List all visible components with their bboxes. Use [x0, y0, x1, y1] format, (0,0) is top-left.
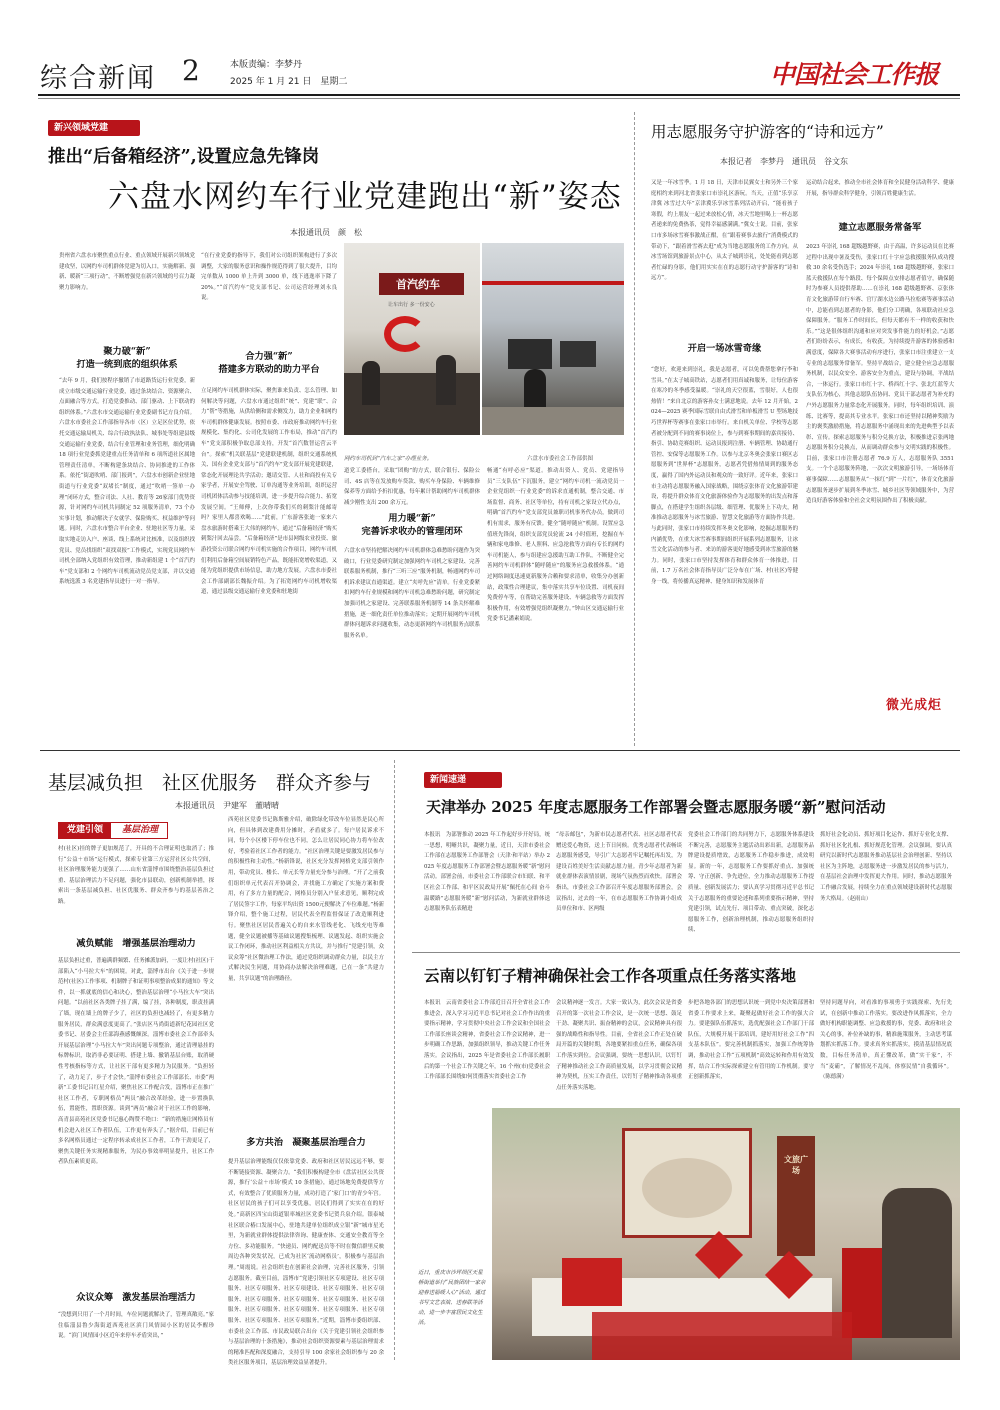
article1-col4: 畅通“有呼必应”渠道。推动出资人、党员、党建指导员“三支队伍”下沉服务，建立“网约车司机一流动党员一企业党组织一行业党委”的诉求直通机制，整合交通、市场监督、商务、社区等单位，持有司机之家设立代办点，明确“首汽约车”党支部党员兼职司机事务代办员，做到司机有需求，服务有反馈。健全“随呼随应”机制。设置应急值班先锋岗，组织支部党员轮流 24 小时值班，挖掘在车辆和家电维修、老人照料、应急抢救等方面有专长的网约车司机能人，参与组建应急援助互助工作队，不断健全完善网约车司机群体“随呼随应”的服务应急救援体系。“通过网络调度迅速更新服务合赖和要求清单，收集分办创新站，政策性合理建议，集中落实共享车位设置、司机夜间免费停车等，在帮助完善服务建设、车辆急救等方面发挥积极作用，有效增强党组织凝聚力。”钟山区交通运输行业党委书记潘素娟说。: [487, 468, 624, 623]
header: [0, 0, 1000, 110]
article3-byline: 本报通讯员 尹建军 董晴晴: [175, 801, 279, 810]
page-number: 2: [182, 54, 200, 87]
article3-tag: [58, 822, 168, 839]
article5-col2: 会议精神逐一发言。大家一致认为，此次会议是省委召开的第一次社会工作会议，是一次统一思想、鼓足干劲、凝聚共识、振奋精神的会议，会议精神具有很强的战略性和指导性。目前，全省社会工作正处在破局开篇的关键时期，各地要紧扣重点任务，确保各项工作落实到位。会议强调，要统一思想认识，以钉钉子精神推动社会工作高质量发展，以学习贯彻会议精神为契机，压实工作责任，以钉钉子精神推动各项重点任务落实落地。: [556, 1000, 682, 1091]
article4-rule: [412, 952, 960, 953]
article3-subhead-3: 多方共治 凝聚基层治理合力: [246, 1137, 366, 1148]
divider-bottom: [394, 760, 395, 1360]
article3-col1a: 村(社区)挂的牌子更加规范了，开具的不合理证明也取消了；推行“公益＋市场”运行模式，探索专业第三方运营社区公共空间，社区治理服务能力更强了……山东省淄博市围绕整治基层负担过重、基层治理活力不足问题，强化市县联动，创新机制举措，探索出一条基层减负担、社区优服务、群众齐参与的基层善治之路。: [58, 846, 214, 905]
article1-photo-1-caption: 网约车司机到“汽车之家”办理业务。: [344, 456, 433, 462]
event-sign: 文旅广场: [784, 1155, 808, 1175]
article1-kicker: 推出“后备箱经济”,设置应急先锋岗: [48, 147, 320, 167]
article1-title: 六盘水网约车行业党建跑出“新”姿态: [108, 179, 622, 215]
article3-subhead-1: 减负赋能 增强基层治理动力: [76, 938, 196, 949]
article5-photo-caption: 近日，重庆市沙坪坝区天星桥街道举行“民族团结一家亲 迎春送福暖人心”活动，通过书写文艺表演、送春联等活动，进一步丰富居民文化生活。: [418, 1270, 486, 1326]
article1-col2b: 立足网约车司机群体实际，聚焦谁来负责、怎么管理、如何解决等问题，六盘水市通过组织“统”、党建“联”、合力“帮”等措施，从供给侧和需求侧发力，助力企业和网约车司机群体健康发展。按照市委、市政府推动网约车行业规模化、集约化、公司化发展的工作布局，推动“首汽约车”党支部积极争取总部支持，开发“首汽数智运营云平台”。探索“机关联基层”党建联建机制，组织交通系统机关、国有企业党支部与“首汽约车”党支部开展党建联建，常态化开展理论共学活动；邀请交管、人社和商投有关专家学者，开展安全驾驶、订单沟通等业务培训，组织运营司机团体活动参与技能培训，进一步提升综合能力、拓宽发展空间。“王师傅，上次你带我们买的刺梨汁能邮寄吗？家里人都喜欢喝……”此前，广东游客张迪一家来六盘水旅游时搭乘王大伟的网约车，通过“后备箱经济”购买刺梨汁回去品尝。“后备箱经济”是市县网级农业投资、旅游投资公司联合网约车司机实施的合作项目，网约车司机们利用后备箱空间展销特色产品，既能拓宽增收渠道，又能为党组织提供市场信息，助力地方发展。六盘水市委社会工作部副部长魏振介绍。为了拓宽网约车司机增收渠道，通过县级交通运输行业党委和驻地街: [201, 388, 337, 596]
article3-tag-right: 基层治理: [121, 825, 158, 835]
article2-col2a: 运动结合起来，推动全市社会体育和全民健身活动科学、健康开展，指导群众科学健身，引领百姓健康生活。: [806, 180, 954, 197]
article4-col3: 党委社会工作部门的共同努力下，志愿服务体系建设不断完善，志愿服务主题活动出彩出新，志愿服务品牌建设提质增效，志愿服务工作稳步推进，成效明显。新的一年，志愿服务工作要抓好重点、加强统筹、守正创新、争先进位，全力推动志愿服务工作提质量、创新发展活力；要认真学习贯彻习近平总书记关于志愿服务的重要论述和系列重要指示精神，坚持党建引领，试点先行、项目带动、重点突破，深化志愿服务工作，创新治理机制，推动志愿服务组织持续、: [688, 832, 814, 934]
article2-col1a: 又是一年冰雪季。1 月 18 日，天津市民翼女士和另外三个家庭相约来到河北省张家口市崇礼区游玩。当天，正值“乐享京津冀 冰雪过大年”京津冀乐享冰雪系列活动开启，“能看孩子寒假，约上朋友一起过来放松心情，冰天雪地里喝上一杯志愿者递来的免费热茶，觉得幸福感满满。”冀女士说。目前，张家口市多场冰雪赛事激战正酣，在“跟着赛事去旅行”消费模式的带动下，“跟着滑雪赛去逛”成为当地志愿服务的工作方向。从冰雪场馆到旅游景点中心，从太子城到崇礼，处处能看到志愿者忙碌的身影，他们用实实在在的志愿行动守护游客的“诗和远方”。: [651, 180, 798, 282]
article1-tag: 新兴领域党建: [48, 120, 140, 136]
article2-byline: 本报记者 李梦丹 通讯员 谷文东: [720, 157, 848, 166]
divider-middle: [40, 750, 960, 751]
article1-subhead-2: 合力强“新” 搭建多方联动的助力平台: [218, 351, 320, 375]
shop-subsign: 让车出行 多一份安心: [388, 302, 435, 308]
article1-photo-2: [482, 243, 624, 435]
article2-col1b: “您好，欢迎来到崇礼，我是志愿者，可以免费帮您拿行李和雪具。”在太子城高铁站，志愿者们用真诚和服务，让每位游客在寒冷的冬季感受温暖。“崇礼的天空很蓝，雪很好，人也很热情！”来自北京的游客孙女士满意地说。去年 12 月开始，2024—2025 赛季国际雪联自由式滑雪和单板滑雪 U 型场地技巧世界杯等赛事在张家口市举行。来自机关单位、学校等志愿者被分配到不同的赛事岗位上，参与到赛事期间的嘉宾接待、指引、协助竞赛组织、运动员报到注册、车辆管理、协助通行管控、安保等志愿服务工作。以参与北京冬奥会张家口赛区志愿服务到“世界杯”志愿服务，志愿者凭借热情周到的服务态度，赢得了国内外运动员和观众的一致好评。近年来，张家口市主动将志愿服务融入国家战略，围绕京张体育文化旅游带建设，将提升群众体育文化旅游体验作为志愿服务的出发点和落脚点，在搭建学生组织各层级、细管理、优服务上下功夫，精准推动志愿服务与冰雪旅游、智慧文化旅游等方面协作共进。与此同时，张家口市持续发挥冬奥文化影响，挖掘志愿服务的内涵优势，在重大冰雪赛事期间组织开展系列志愿服务，让冰雪文化活动的参与者、来访的游客更好地感受到冰雪旅游的魅力。同时，张家口市坚持发挥体育和群众体育一体推进。目前，1.7 万名社会体育指导员广泛分布在广场、村(社区)等健身一线，将传播真运精神、健身知识和发展体育: [651, 367, 798, 585]
header-rule-thin: [38, 98, 960, 99]
article5-col1: 本报讯 云南省委社会工作部近日召开全省社会工作推进会，深入学习习近平总书记对社会工作作出的重要指示精神，学习贯彻中央社会工作会议和全国社会工作部长座谈会精神，省委社会工作会议精神，进一步明确工作思路，加强组织领导，推动关键工作任务落实。会议指出，2025 年是省委社会工作部长履职后的第一个社会工作关键之年，16 个州(市)党委社会工作部部长围绕如何贯彻落实省委社会工作: [424, 1000, 550, 1081]
article4-col1: 本报讯 为部署推动 2025 年工作起好步开好局，统一思想，明晰共识，凝聚力量，近日，天津市委社会工作部在志愿服务工作部署会（天津·和平站）举办 2025 年度志愿服务工作部署会暨志愿服务暖“新”慰问活动。部署会前，市委社会工作部联合市妇联、和平区社会工作部、和平区民政局开展“佩托在心间 奋斗温暖路”志愿服务暖“新”慰问活动，为新就业群体送志愿服务队伍表精进: [424, 832, 550, 913]
article5-col3: 步把各地各部门的思想认识统一到党中央决策部署和省委工作要求上来，凝聚起做好社会工作的强大合力。要建强队伍抓落实，选优配强社会工作部门干部队伍，大规模开展干部培训，建好用好社会工作“四支基本队伍”。要完善机制抓落实，加强工作统筹协调，推动社会工作“五项机制”高效运转和作用有效发挥，结合工作实际探索建立有管用的工作机制。要守正创新抓落实，: [688, 1000, 814, 1081]
article4-tag: 新闻速递: [424, 772, 502, 788]
article3-tag-left: 党建引领: [59, 823, 111, 838]
article4-title: 天津举办 2025 年度志愿服务工作部署会暨志愿服务暖“新”慰问活动: [426, 798, 886, 816]
masthead-logo: 中国社会工作报: [770, 60, 939, 89]
article5-photo: [412, 1108, 960, 1360]
divider-top: [634, 112, 635, 746]
shop-sign: 首汽约车: [396, 278, 440, 291]
article1-byline: 本报通讯员 颜 松: [290, 228, 362, 237]
article2-col2b: 2023 年崇礼 168 超级越野赛，由于高温，许多运动员在比赛过程中出现中暑及受伤，张家口红十字应急救援服务队成功搜救 30 余名受伤选手；2024 年崇礼 168 超级越野赛，张家口蓝天救援队在每个路段、每个保障点安排志愿者值守，确保随时为参赛人员提供帮助……在崇礼 168 超级越野赛、京张体育文化旅游带自行车赛、官厅湖水边公路马拉松赛等赛事活动中，总能看到志愿者的身影，他们分工明确，各项联动社应急保障服务。“服务工作时间长，但每天都有不一样的收获和快乐。”“这是很体组织沟通和应对突发事件能力的好机会。”志愿者们纷纷表示，有成长，有收获。为持续提升游客的体验感和满意度，保障各大赛事活动有序进行，张家口市注重建立一支专业的志愿服务常备军。坚持平战结合，建立健全应急志愿服务机制，以民众安全、游客安全为重点，建设与协调，平战结合，一体运行。张家口市红十字、桥西红十字、张北红蓝等大支队伍为核心，其他志愿队伍协同、党员干部志愿者为补充的户外志愿服务力量常态化开展服务。同时，每年组织培训、演练、比赛等，提高其专业水平。张家口市还坚持以精神奖励为主的褒奖激励措施，将志愿服务中涌现出来的先进典型予以表彰、宣传。探索志愿服务与积分兑换方法，积极推进京张两地志愿服务积分兑换点，从而调动群众参与文明实践的积极性。目前，张家口市注册志愿者 76.9 万人，志愿服务队 3551 支。一个个志愿服务阵地，一次次文明旅游引导，一场场体育赛事保障……志愿服务从“一抹红”到“一片红”，体育文化旅游志愿服务逐步扩展到冬季冰雪、城乡社区等领域服务中，为营造良好游客体验和全社会文明氛围作出了积极贡献。: [806, 244, 954, 505]
article5-title: 云南以钉钉子精神确保社会工作各项重点任务落实落地: [424, 966, 797, 985]
article1-photo-1: [344, 243, 480, 435]
article1-col3b: 六盘水市坚持把解决网约车司机群体急难愁盼问题作为突破口，行业党委研究制定加强网约车司机之家建设、完善联系服务机制，推行“三听三应”服务机制，畅通网约车司机诉求建议直通渠道。建立“夹呼先应”清单。行业党委紧扣网约车行业规模和网约车司机急难愁盼问题，研究制定加强司机之家建设、完善联系服务机制等 14 条关怀解难措施，逐一细化责任单位推动落实；定期开展网约车司机群体问题诉求问题收集，动态更新网约车司机服务点联系服务名单。: [344, 548, 480, 639]
article2-title: 用志愿服务守护游客的“诗和远方”: [651, 123, 884, 141]
date-line: 2025 年 1 月 21 日 星期二: [230, 77, 348, 87]
article3-subhead-2: 众议众筹 激发基层治理活力: [76, 1292, 196, 1303]
article3-col2a: 西苑社区党委书记陈斯雅介绍，破除绿化带改车位显然是民心所向，但具体到改建费用分摊时，矛盾就多了。每户居民诉求不同，每个小区楼下停车位也不同，怎么让居民同心协力将车位改好，考验着社区工作者的能力。“社区治理关键是要激发居民参与的积极性和主动性。”杨新锋说，社区充分发挥网格党支部引领作用，带动党员、楼长、单元长等力量充分参与治理。“开了之前我们组织单元代表召开协调会，并找施工方确定了实施方案和费用，有了多方力量的配合，网格员分别入户征求意见，顺利完成了居民签字工作，每家平均出资 1500元便解决了车位难题。”杨新锋介绍，整个施工过程，居民代表全程监督保证了改造顺利进行。聚焦社区居民普遍关心的自来水管线老化、飞线充电等难题，健全议题被播等基础议题搜集梳理、议题发起、组织实施会议工作闭环，推动社区利益相关方共议，并与推行“党建引领，众议众筹”社区微治理工作法，通过党组织调动群众力量，以民主方式解决民生问题，用协商办法解决治理难题，已在一条“共建力量，共享议题”的治理路径。: [228, 817, 384, 982]
article1-col3a: 道党工委搭台，采取“团购”的方式，联合银行、保险公司、4S 店等在发放购车贷款、购买车身保险、车辆维修保养等方面给予折扣优惠，每年累计帮助网约车司机群体减少刚性支出 200 余万元。: [344, 468, 480, 506]
article1-subhead-3: 用力暖“新” 完善诉求收办的管理闭环: [361, 513, 463, 537]
article1-col1: “去年 9 月，我们按程序撤销了市道路货运行业党委，新成立市级交通运输行业党委，通过条块结合、资源聚合、点面融合等方式，打造党委推动、部门驱动、上下联动的组织体系。”六盘水市交通运输行业党委副书记方良介绍。六盘水市委社会工作部指导各市（区）立足区位优势，依托交通运输局机关、综合行政执法队、城事处等组建县级交通运输行业党委，结合行业管理和业务管理，细化明确 18 项行业党委抓党建重点任务清单和 6 项所道社区属地管理责任清单，不断构建条块结合、协同推进的工作体系。依托“街道吹哨、部门报到”，六盘水市创新企业驻地街道与行业党委“双堵长”制度，通过“吹哨一签单一办理”闭环方式，整合司法、人社、教育等 26家部门优势资源，针对网约车司机共同制定 52 项服务清单，73 个办实事计划，推动解决子女就学、保险购买、权益维护等问题。同时，六盘水市整合平台企业、驻地社区等力量，采取实地走访入户、座谈、线上系统对比核准，以及组织找党员、党员找组织“双找双报”工作模式，实现党员网约车司机全部纳入党组织有效管理，推动新组建 1 个“首汽约车”党支部和 2 个网约车司机流动党员党支部，并以交通系统选派 3 名党建指导员进行一对一指导。: [59, 378, 195, 586]
article3-col2b: 提升基层治理能级仅仅依靠党委、政府和社区居民远远不够，要不断链接资源、凝聚合力。“我们积极构建全市《盘活社区公共资源，推行‘公益＋市场’模式 10 条措施》，通过场地免费提供等方式，有效整合了优质服务力量，成功打造了‘家门口’的青少年宫。社区居民的孩子们可以享受优惠，居民们得到了实实在在的好处。”高新区四宝山街道银率城社区党委书记贺兵泉介绍。银泰城社区联合椿口发展中心，驻地共建单位组织成立银“新”城市星光里，为新就业群体提供法律咨询、健康查体、交通安全教育等全方位、多功能服务。“快递员、网约配送员等不时在微信群里反映周边各种突发状况，已成为社区‘流动网格员’，积极参与基层治理。”周霞说。社会组织也在创新社会治理，完善社区服务，引领志愿服务。截至目前，淄博市“党建引领社区专项建设、社区专项服务、社区专项服务、社区专项建设、社区专项服务、社区专项服务、社区专项服务、社区专项服务、社区专项服务、社区专项服务、社区专项服务、社区专项服务、社区专项服务、社区专项服务、社区专项服务、社区专项服务。”近期，淄博市委组织部、市委社会工作部、市民政局联合出台《关于党建引领社会组织参与基层治理的十条措施》，推动社会组织资源要素与基层治理需求的精准匹配和深度融合，支持引导 100 余家社会组织参与 20 余类社区服务项目，基层治理效益显著提升。: [228, 1159, 384, 1367]
article1-col2a: “在行业党委的指导下，我们对公司组织架构进行了多次调整，大家的服务意识和操作规范得到了很大提升，目均完单数从 1000 单上升到 3000 单，线下逃逸率下降了 20%。”“首汽约车”党支部书记、公司运营经理刘永良说。: [201, 253, 337, 302]
article1-lead: 贵州省六盘水市聚焦重点行业、重点领域开展新兴领域党建攻坚，以网约车司机群体党建为切入口，实施解新、强新、暖新“三项行动”，不断增强党在新兴领域的号召力凝聚力影响力。: [59, 253, 195, 291]
article2-subhead-1: 开启一场冰雪奇缘: [687, 343, 762, 354]
article4-col2: “母亲邮包”，为新市民志愿者代表、社区志愿者代表赠送爱心物资，送上节日问候。优秀志愿者代表畅谈志愿服务感受，导引广大志愿者牢记嘱托再出发，为建设百姓美好生活贡献志愿力量。青少年志愿者为新就业群体表演情景剧，现场气氛热烈而欢快。部署会指出，市委社会工作部召开年度志愿服务部署会，会议指出，过去的一年，在市志愿服务工作协调小组成员单位和市、区两级: [556, 832, 682, 913]
article4-col4: 抓好社会化动员、抓好项目化运作、抓好专业化支撑、抓好社区化扎根、抓好规范化管理。会议强调，要认真研究以新时代志愿服务推动基层社会治理创新、坚持以社区为主阵地，志愿服务进一步激发居民的参与活力，在基层社会治理中发挥更大作用。同时，推动志愿服务工作融合发展，持续全力在重点领域建设新时代志愿服务大格局。（赵雨山）: [820, 832, 952, 902]
article3-col1b: 基层负担过重，普遍满群频繁、任务摊派加码，一度让村(社区)干部陷入“小马拉大车”的困境。对此，淄博市出台《关于进一步规范村(社区)工作事项、机制牌子和证明事项整治成果的通知》等文件，以一抓就底的信心和决心，整治基层治理“小马拉大车”突出问题。“以前社区各类牌子挂了满，编了挂，各种制度，职责挂满了墙，现在墙上的牌子少了，社区的负担也减轻了，有更多精力服务居民，群众满意度更高了。”张店区马尚街道新纪花园社区党委书记、居委会主任邵海燕感慨颇深。淄博市委社会工作部牵头开展基层治理“小马拉大车”突出问题专项整治，通过清理悬挂的标牌标识，取消非必要证明、搭建上墙、撤销基层台账，取消硬性考核指标等方式，让社区干部有更多精力为民服务。“负担轻了，动力足了，步子才会快。”淄博市委社会工作部部长、市委“两新”工委书记吕红星介绍，聚焦社区工作配合发，淄博市正在推广社区工作者，专职网格员“两员”融合改革经验，进一步置换队伍，置能性，置职资源。谈到“两员”融合对于社区工作的影响，高青县高苑社区党委书记惠心陶赞不绝口：“新的措施让网格员有机会进入社区工作者队伍，工作更有奔头了。”据介绍，目前已有多名网格员通过一定程序转录成社区工作者，工作干劲更足了，聚焦关键任务实现精准服务，为民办事效率明显提升，社区工作者队伍素质更高。: [58, 958, 214, 1166]
editor-line: 本版责编：李梦丹: [230, 60, 303, 70]
article1-photo-2-caption: 六盘水市委社会工作部供图: [527, 456, 594, 462]
article3-col1c: “没想到只用了一个月时间，车位问题就解决了，管理真敞亮。”家住临淄县鲁少海街道西苑社区滨门风情园小区的居民李醒珍说。“滨门风情园小区近年来停车矛盾突出，”: [58, 1312, 214, 1340]
article3-title: 基层减负担 社区优服务 群众齐参与: [48, 772, 372, 794]
column-badge: 微光成炬: [886, 698, 943, 713]
header-rule: [38, 94, 960, 96]
article2-subhead-2: 建立志愿服务常备军: [838, 222, 922, 233]
section-title: 综合新闻: [40, 63, 156, 94]
article5-col4: 坚持问题导向，对看准的事项勇于实践探索、先行先试，在创新中推动工作落实。要改进作风抓落实，全力做好机构职能调整、应急救援的事，党委、政府和社会关心的事，补位补缺的事，精准施策服务，主动思考谋划抓实抓落工作。要求真务实抓落实，摸清基层情况底数，目标任务清单，真正懂改革，做“实干家”，不当“麦霸”，了解情况不乱闯，体察民情“自我循环”。（陈德满）: [820, 1000, 952, 1081]
article1-subhead-1: 聚力破“新” 打造一统到底的组织体系: [76, 346, 178, 370]
